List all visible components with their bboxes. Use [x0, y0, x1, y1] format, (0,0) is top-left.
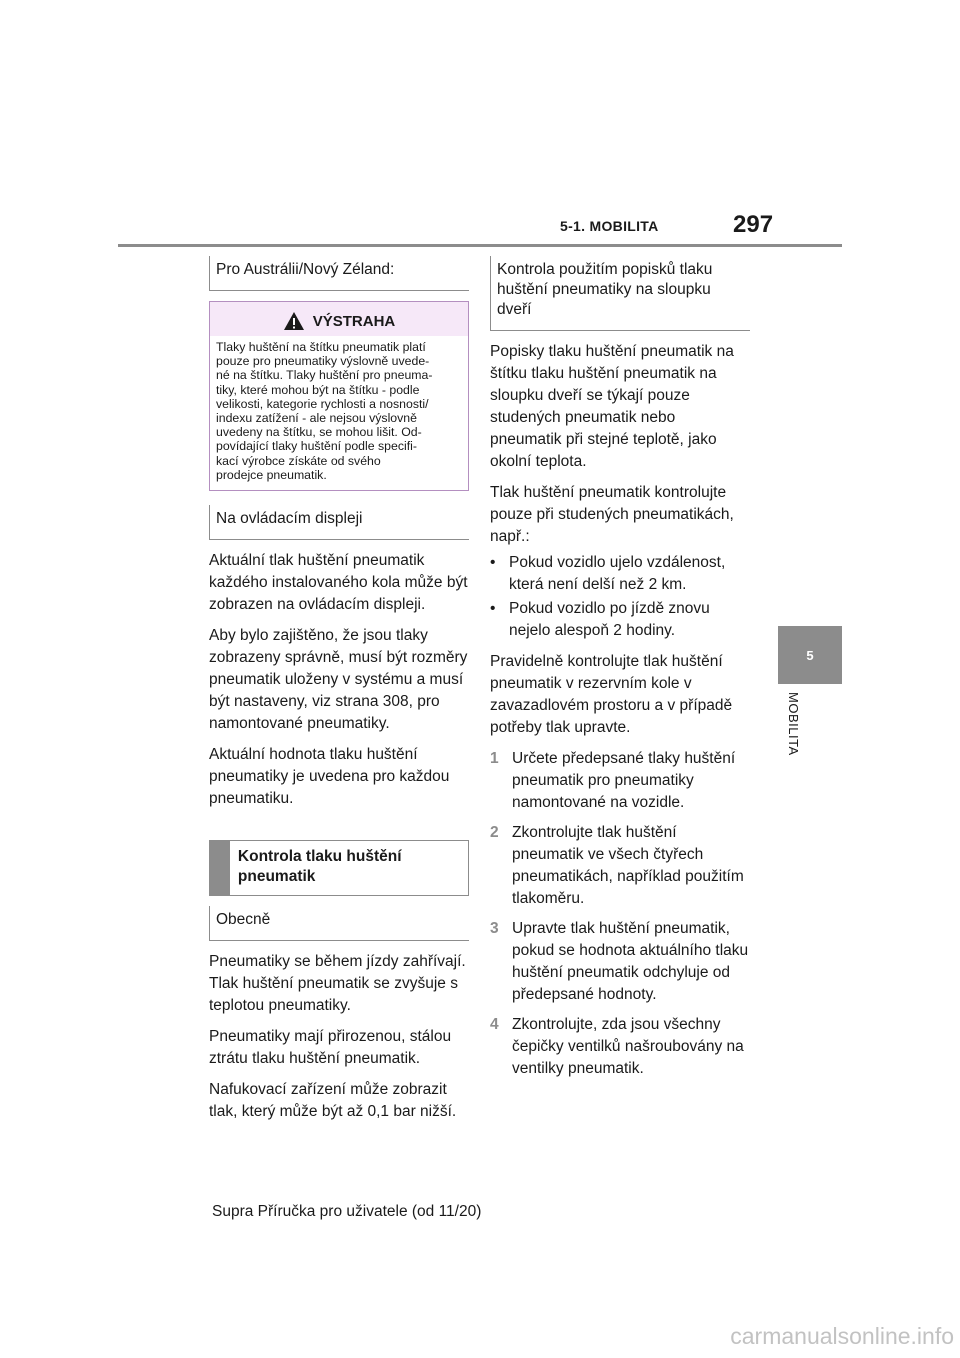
footer-text: Supra Příručka pro uživatele (od 11/20) — [212, 1203, 482, 1220]
paragraph: Aktuální tlak huštění pneumatik každého instalovaného kola může být zobrazen na ovládacím displeji. — [209, 552, 468, 614]
list-item-text: Pokud vozidlo po jízdě znovu nejelo alespoň 2 hodiny. — [509, 600, 710, 639]
chapter-label: MOBILITA — [786, 692, 801, 756]
warning-title: VÝSTRAHA — [312, 312, 396, 330]
warning-line: uvedeny na štítku, se mohou lišit. Od- — [216, 425, 422, 440]
step-item — [490, 748, 750, 814]
step-number: 3 — [490, 920, 499, 937]
paragraph: Nafukovací zařízení může zobrazit tlak, který může být až 0,1 bar nižší. — [209, 1081, 457, 1121]
warning-box — [209, 301, 469, 491]
section-heading-box — [209, 840, 469, 896]
step-text: Určete předepsané tlaky huštění pneumatik pro pneumatiky namontované na vozidle. — [512, 750, 736, 811]
paragraph: Aktuální hodnota tlaku huštění pneumatiky je uvedena pro každou pneumatiku. — [209, 746, 450, 808]
subheading-australia: Pro Austrálii/Nový Zéland: — [209, 256, 469, 291]
step-text: Zkontrolujte, zda jsou všechny čepičky ventilků našroubovány na ventilky pneumatik. — [512, 1016, 744, 1077]
left-column — [209, 256, 469, 1132]
warning-icon — [283, 311, 305, 331]
list-item-text: Pokud vozidlo ujelo vzdálenost, která není delší než 2 km. — [509, 554, 726, 593]
step-number: 1 — [490, 750, 499, 767]
warning-line: indexu zatížení - ale nejsou výslovně — [216, 411, 417, 426]
warning-line: prodejce pneumatik. — [216, 467, 327, 482]
paragraph: Popisky tlaku huštění pneumatik na štítku tlaku huštění pneumatik na sloupku dveří se týkají pouze studených pneumatik nebo pneumatik při stejné teplotě, jako okolní teplota. — [490, 343, 734, 470]
subheading-door-label: Kontrola použitím popisků tlaku huštění pneumatiky na sloupku dveří — [490, 256, 750, 331]
warning-line: pouze pro pneumatiky výslovně uvede- — [216, 354, 430, 369]
paragraph: Pneumatiky mají přirozenou, stálou ztrátu tlaku huštění pneumatik. — [209, 1028, 452, 1068]
step-item — [490, 822, 750, 910]
paragraph: Pneumatiky se během jízdy zahřívají. Tlak huštění pneumatik se zvyšuje s teplotou pneumatiky. — [209, 953, 466, 1015]
warning-line: kací výrobce získáte od svého — [216, 453, 381, 468]
page-number: 297 — [733, 211, 774, 238]
step-number: 2 — [490, 824, 499, 841]
subheading-general: Obecně — [209, 906, 469, 941]
list-item: • Pokud vozidlo po jízdě znovu nejelo alespoň 2 hodiny. — [490, 598, 750, 642]
paragraph: Pravidelně kontrolujte tlak huštění pneumatik v rezervním kole v zavazadlovém prostoru a v případě potřeby tlak upravte. — [490, 653, 733, 736]
right-column — [490, 256, 750, 1088]
step-text: Upravte tlak huštění pneumatik, pokud se hodnota aktuálního tlaku huštění pneumatik odchyluje od předepsané hodnoty. — [512, 920, 749, 1003]
header-divider — [118, 244, 842, 247]
step-number: 4 — [490, 1016, 499, 1033]
step-text: Zkontrolujte tlak huštění pneumatik ve všech čtyřech pneumatikách, například použitím tlakoměru. — [512, 824, 744, 907]
warning-header — [210, 302, 468, 336]
step-item — [490, 1014, 750, 1080]
chapter-tab[interactable]: 5 — [778, 626, 842, 684]
warning-line: tiky, které mohou být na štítku - podle — [216, 382, 420, 397]
warning-line: Tlaky huštění na štítku pneumatik platí — [216, 340, 426, 354]
warning-line: velikosti, kategorie rychlosti a nosnosti/ — [216, 396, 429, 411]
paragraph: Tlak huštění pneumatik kontrolujte pouze při studených pneumatikách, např.: — [490, 484, 734, 545]
section-title: Kontrola tlaku huštění pneumatik — [237, 848, 402, 886]
watermark: carmanualsonline.info — [730, 1323, 954, 1349]
list-item: • Pokud vozidlo ujelo vzdálenost, která není delší než 2 km. — [490, 552, 750, 596]
subheading-display: Na ovládacím displeji — [209, 505, 469, 540]
warning-line: né na štítku. Tlaky huštění pro pneuma- — [216, 368, 433, 383]
section-header: 5-1. MOBILITA — [560, 218, 659, 234]
paragraph: Aby bylo zajištěno, že jsou tlaky zobrazeny správně, musí být rozměry pneumatik uloženy v systému a musí být nastaveny, viz strana 308, pro namontované pneumatiky. — [209, 627, 468, 733]
section-bar — [210, 841, 230, 895]
step-item — [490, 918, 750, 1006]
warning-text — [210, 336, 468, 490]
warning-line: povídající tlaky huštění podle specifi- — [216, 439, 417, 454]
